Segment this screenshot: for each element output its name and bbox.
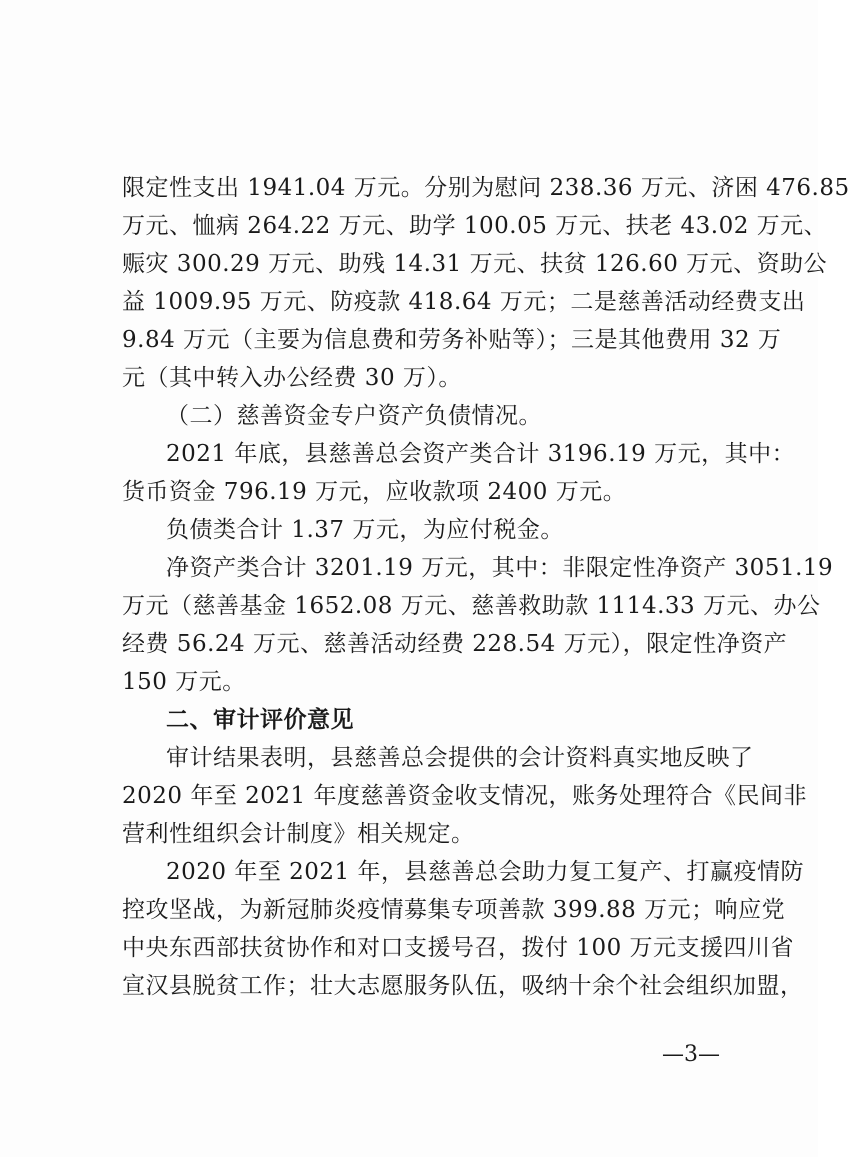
text-line: 9.84 万元（主要为信息费和劳务补贴等）；三是其他费用 32 万	[122, 327, 782, 353]
section-subheading: （二）慈善资金专户资产负债情况。	[166, 403, 542, 429]
text-line: 益 1009.95 万元、防疫款 418.64 万元；二是慈善活动经费支出	[122, 289, 806, 315]
text-line: 限定性支出 1941.04 万元。分别为慰问 238.36 万元、济困 476.85	[122, 175, 850, 201]
text-line: 元（其中转入办公经费 30 万）。	[122, 365, 462, 391]
section-heading: 二、审计评价意见	[166, 706, 354, 733]
text-line: 货币资金 796.19 万元，应收款项 2400 万元。	[122, 479, 627, 505]
text-line: 万元（慈善基金 1652.08 万元、慈善救助款 1114.33 万元、办公	[122, 593, 821, 619]
text-line: 2021 年底，县慈善总会资产类合计 3196.19 万元，其中：	[166, 441, 796, 467]
text-line: 营利性组织会计制度》相关规定。	[122, 821, 475, 847]
text-line: 150 万元。	[122, 669, 246, 695]
text-line: 净资产类合计 3201.19 万元，其中：非限定性净资产 3051.19	[166, 555, 834, 581]
page-number: —3—	[662, 1042, 720, 1067]
text-line: 2020 年至 2021 年度慈善资金收支情况，账务处理符合《民间非	[122, 783, 807, 809]
text-line: 宣汉县脱贫工作；壮大志愿服务队伍，吸纳十余个社会组织加盟，	[122, 973, 804, 999]
text-line: 控攻坚战，为新冠肺炎疫情募集专项善款 399.88 万元；响应党	[122, 897, 786, 923]
text-line: 赈灾 300.29 万元、助残 14.31 万元、扶贫 126.60 万元、资助公	[122, 251, 828, 277]
text-line: 经费 56.24 万元、慈善活动经费 228.54 万元），限定性净资产	[122, 631, 788, 657]
text-line: 万元、恤病 264.22 万元、助学 100.05 万元、扶老 43.02 万元、	[122, 213, 828, 239]
text-line: 2020 年至 2021 年，县慈善总会助力复工复产、打赢疫情防	[166, 859, 804, 885]
text-line: 审计结果表明，县慈善总会提供的会计资料真实地反映了	[166, 745, 754, 771]
text-line: 中央东西部扶贫协作和对口支援号召，拨付 100 万元支援四川省	[122, 935, 795, 961]
text-line: 负债类合计 1.37 万元，为应付税金。	[166, 517, 564, 543]
